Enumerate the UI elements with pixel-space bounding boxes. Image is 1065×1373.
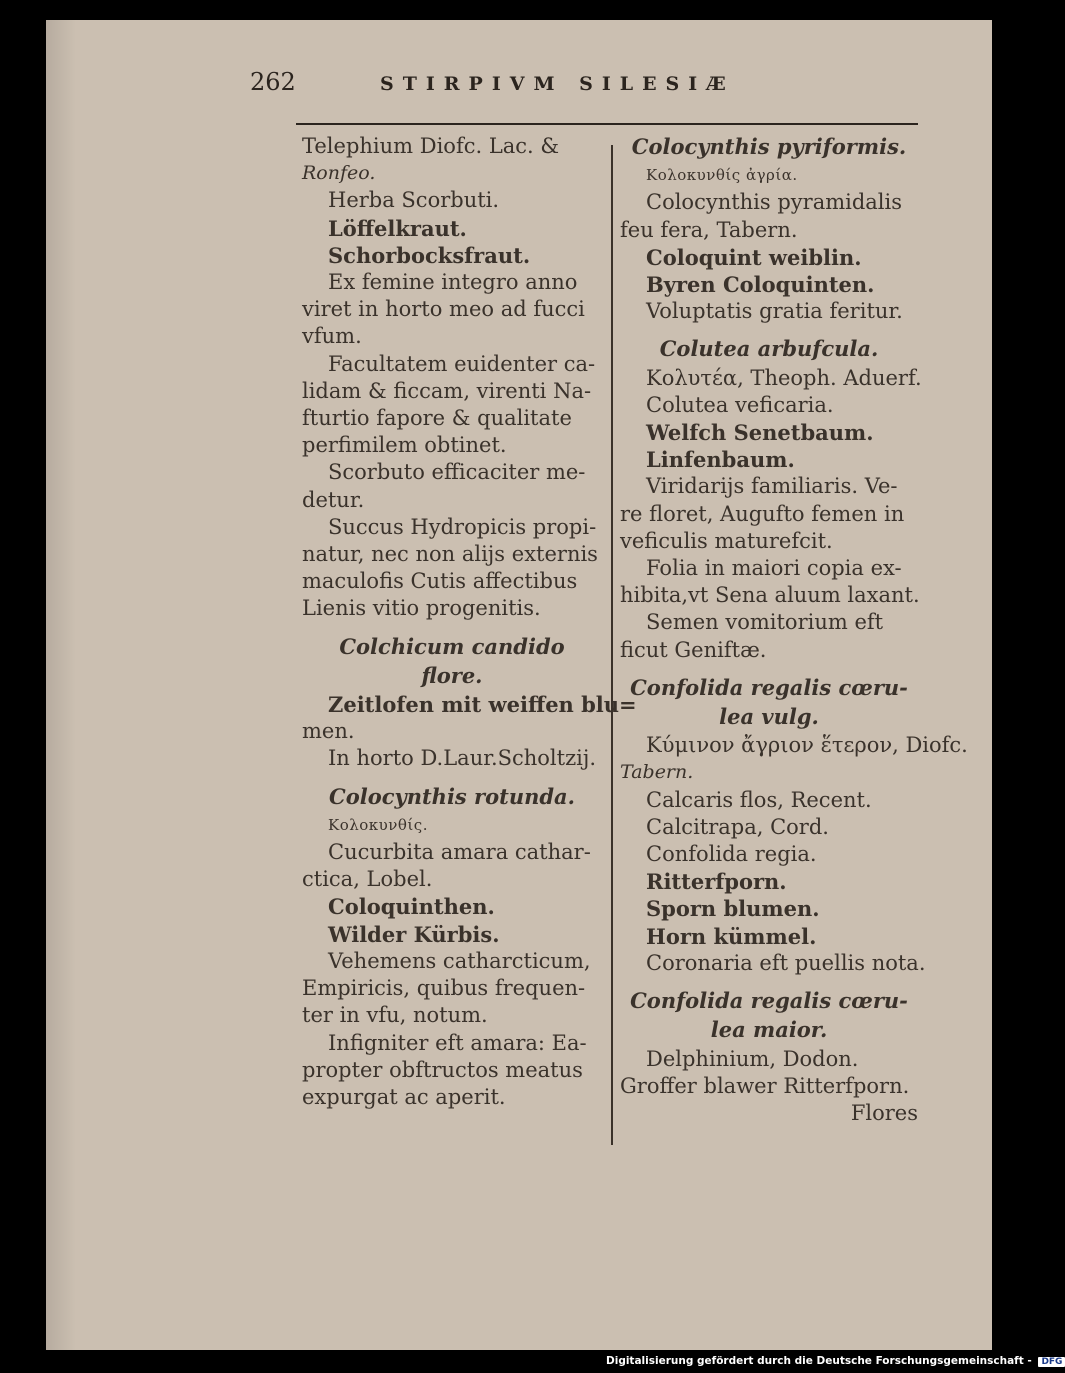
text-line: veficulis maturefcit. bbox=[620, 528, 833, 553]
text-line: Löffelkraut. bbox=[328, 215, 467, 241]
page-number: 262 bbox=[250, 68, 296, 96]
text-line: Welfch Senetbaum. bbox=[646, 420, 874, 446]
text-line: Succus Hydropicis propi- bbox=[328, 514, 597, 539]
text-line: hibita,vt Sena aluum laxant. bbox=[620, 583, 920, 608]
greek-name: Κολοκυνθίς. bbox=[328, 815, 428, 834]
text-line: Coloquint weiblin. bbox=[646, 244, 862, 270]
text-line: Wilder Kürbis. bbox=[328, 921, 500, 947]
text-line: Calcaris flos, Recent. bbox=[646, 787, 872, 812]
dfg-logo-badge: DFG bbox=[1038, 1357, 1065, 1367]
text-line: Folia in maiori copia ex- bbox=[646, 556, 902, 581]
text-line: Delphinium, Dodon. bbox=[646, 1046, 859, 1071]
text-line: Viridarijs familiaris. Ve- bbox=[646, 474, 898, 499]
text-line: Calcitrapa, Cord. bbox=[646, 814, 829, 839]
text-line: Ronfeo. bbox=[302, 162, 376, 185]
text-line: maculofis Cutis affectibus bbox=[302, 569, 578, 594]
entry-heading: Colocynthis rotunda. bbox=[329, 783, 575, 809]
text-line: Empiricis, quibus frequen- bbox=[302, 976, 586, 1001]
text-line: Confolida regia. bbox=[646, 842, 817, 867]
text-line: Groffer blawer Ritterfporn. bbox=[620, 1073, 910, 1098]
text-line: Κολυτέα, Theoph. Aduerf. bbox=[646, 365, 922, 390]
text-line: Byren Coloquinten. bbox=[646, 272, 875, 298]
text-line: Semen vomitorium eft bbox=[646, 610, 884, 635]
text-line: viret in horto meo ad fucci bbox=[302, 297, 585, 322]
entry-heading: Confolida regalis cœru- bbox=[630, 674, 908, 700]
text-line: Zeitlofen mit weiffen blu= bbox=[328, 692, 637, 718]
text-line: ter in vfu, notum. bbox=[302, 1003, 488, 1028]
text-line: Herba Scorbuti. bbox=[328, 188, 500, 213]
text-line: Vehemens catharcticum, bbox=[328, 948, 591, 973]
text-line: expurgat ac aperit. bbox=[302, 1084, 506, 1109]
text-line: ficut Geniftæ. bbox=[620, 637, 767, 662]
text-line: feu fera, Tabern. bbox=[620, 217, 798, 242]
text-line: Horn kümmel. bbox=[646, 923, 817, 949]
running-head: STIRPIVM SILESIÆ bbox=[380, 73, 735, 95]
column-divider bbox=[611, 145, 613, 1145]
text-line: re floret, Augufto femen in bbox=[620, 501, 905, 526]
text-line: vfum. bbox=[302, 324, 362, 349]
text-line: Facultatem euidenter ca- bbox=[328, 351, 596, 376]
text-line: ctica, Lobel. bbox=[302, 867, 433, 892]
page-header bbox=[250, 68, 910, 108]
text-line: Voluptatis gratia feritur. bbox=[646, 299, 903, 324]
entry-heading: Colutea arbufcula. bbox=[659, 336, 879, 362]
text-line: Tabern. bbox=[620, 761, 694, 784]
text-line: Infigniter eft amara: Ea- bbox=[328, 1030, 587, 1055]
entry-heading: Colocynthis pyriformis. bbox=[631, 134, 907, 159]
text-line: detur. bbox=[302, 487, 365, 512]
text-line: Linfenbaum. bbox=[646, 447, 795, 473]
text-line: Schorbocksfraut. bbox=[328, 242, 531, 268]
entry-heading: flore. bbox=[421, 662, 483, 688]
greek-name: Κολοκυνθίς ἀγρία. bbox=[646, 166, 798, 185]
catchword: Flores bbox=[850, 1100, 918, 1125]
text-line: Colutea veficaria. bbox=[646, 392, 834, 417]
text-line: Scorbuto efficaciter me- bbox=[328, 460, 586, 485]
text-line: Coronaria eft puellis nota. bbox=[646, 950, 926, 975]
text-line: lidam & ficcam, virenti Na- bbox=[302, 378, 592, 403]
text-line: natur, nec non alijs externis bbox=[302, 542, 598, 567]
text-line: propter obftructos meatus bbox=[302, 1057, 583, 1082]
entry-heading: lea vulg. bbox=[719, 704, 819, 730]
text-line: Sporn blumen. bbox=[646, 896, 820, 922]
page-gutter-shadow bbox=[46, 20, 76, 1350]
text-line: Telephium Diofc. Lac. & bbox=[302, 134, 560, 158]
text-line: Coloquinthen. bbox=[328, 894, 495, 920]
left-column bbox=[302, 133, 637, 1111]
text-line: Ex femine integro anno bbox=[328, 270, 578, 295]
entry-heading: Confolida regalis cœru- bbox=[630, 988, 908, 1014]
footer-text: Digitalisierung gefördert durch die Deutsche Forschungsgemeinschaft - bbox=[606, 1355, 1032, 1367]
text-line: men. bbox=[302, 719, 355, 744]
text-line: fturtio fapore & qualitate bbox=[302, 406, 572, 431]
digitization-footer bbox=[606, 1355, 1063, 1371]
header-rule bbox=[296, 123, 918, 125]
text-line: In horto D.Laur.Scholtzij. bbox=[328, 746, 597, 771]
text-line: Κύμινον ἄγριον ἕτερον, Diofc. bbox=[646, 733, 968, 758]
text-line: perfimilem obtinet. bbox=[302, 433, 507, 458]
entry-heading: Colchicum candido bbox=[339, 633, 565, 659]
text-line: Lienis vitio progenitis. bbox=[302, 596, 541, 621]
right-column bbox=[620, 133, 968, 1127]
text-line: Cucurbita amara cathar- bbox=[328, 840, 591, 865]
text-line: Ritterfporn. bbox=[646, 869, 787, 895]
text-line: Colocynthis pyramidalis bbox=[646, 190, 903, 215]
entry-heading: lea maior. bbox=[710, 1017, 828, 1043]
